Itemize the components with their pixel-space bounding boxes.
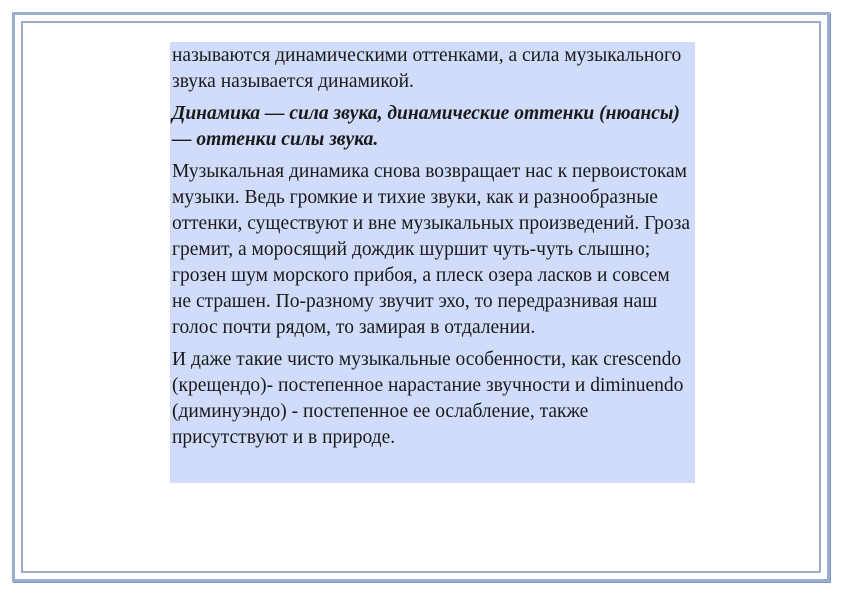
definition-paragraph: Динамика — сила звука, динамические оттенки (нюансы) — оттенки силы звука. bbox=[172, 103, 680, 150]
paragraph-intro: называются динамическими оттенками, а сила музыкального звука называется динамикой. bbox=[172, 45, 682, 92]
paragraph-nature-dynamics: Музыкальная динамика снова возвращает нас к первоистокам музыки. Ведь громкие и тихие звуки, как и разнообразные оттенки, существуют и вне музыкальных произведений. Гроза гремит, а моросящий дождик шуршит чуть-чуть слышно; грозен шум морского прибоя, а плеск озера ласков и совсем не страшен. По-разному звучит эхо, то передразнивая наш голос почти рядом, то замирая в отдалении. bbox=[172, 161, 691, 338]
paragraph-crescendo-diminuendo: И даже такие чисто музыкальные особенности, как crescendo (крещендо)- постепенное нарастание звучности и diminuendo (диминуэндо) - постепенное ее ослабление, также присутствуют и в природе. bbox=[172, 349, 684, 448]
text-box bbox=[170, 42, 695, 483]
